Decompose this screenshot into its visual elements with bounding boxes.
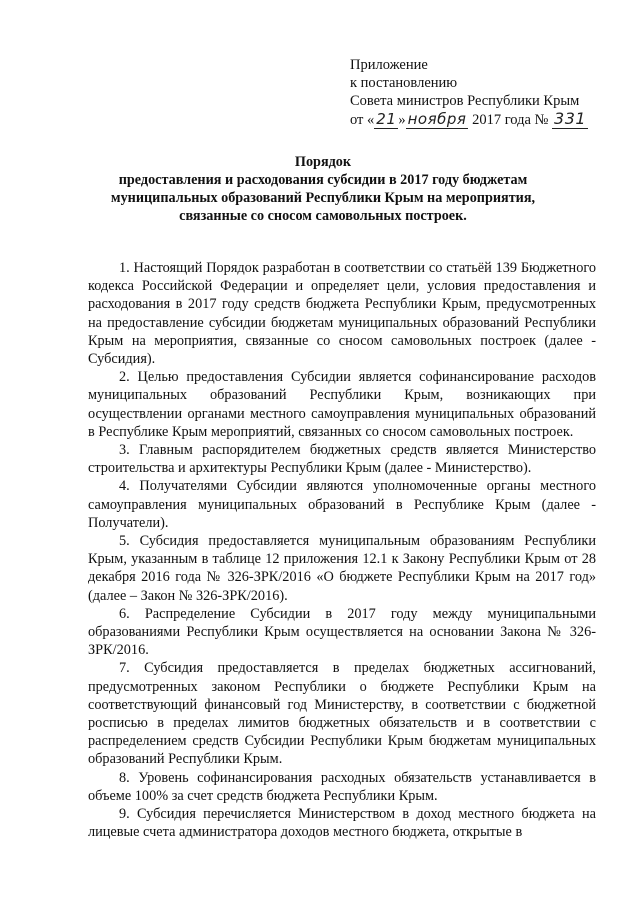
document-title [88, 153, 558, 225]
paragraph-8: 8. Уровень софинансирования расходных обязательств устанавливается в объеме 100% за счет средств бюджета Республики Крым. [88, 769, 596, 804]
number-label: № [534, 112, 549, 128]
title-line-2: предоставления и расходования субсидии в 2017 году бюджетам [118, 172, 528, 188]
paragraph-1: 1. Настоящий Порядок разработан в соответствии со статьёй 139 Бюджетного кодекса Российской Федерации и определяет цели, условия предоставления и расходования в 2017 году средств бюджета Республики Крым, предусмотренных на предоставление субсидии бюджетам муниципальных образований Республики Крым на мероприятия, связанные со сносом самовольных построек (далее - Субсидия). [88, 260, 596, 368]
date-day-handwritten: 21 [376, 110, 397, 128]
paragraph-5: 5. Субсидия предоставляется муниципальным образованиям Республики Крым, указанным в таблице 12 приложения 12.1 к Закону Республики Крым от 28 декабря 2016 года № 326-ЗРК/2016 «О бюджете Республики Крым на 2017 год» (далее – Закон № 326-ЗРК/2016). [88, 533, 596, 604]
date-prefix: от « [350, 112, 375, 128]
appendix-line-2: к постановлению [350, 75, 458, 91]
appendix-line-1: Приложение [350, 57, 428, 73]
date-mid: » [398, 112, 406, 128]
appendix-block [350, 56, 630, 129]
paragraph-3: 3. Главным распорядителем бюджетных средств является Министерство строительства и архитектуры Республики Крым (далее - Министерство). [88, 442, 596, 477]
appendix-line-3: Совета министров Республики Крым [350, 93, 580, 109]
paragraph-6: 6. Распределение Субсидии в 2017 году между муниципальными образованиями Республики Крым осуществляется на основании Закона № 326-ЗРК/2016. [88, 605, 596, 659]
document-body [88, 259, 596, 842]
date-month-handwritten: ноября [407, 110, 467, 128]
paragraph-7: 7. Субсидия предоставляется в пределах бюджетных ассигнований, предусмотренных законом Республики о бюджете Республики Крым на соответствующий финансовый год Министерству, в соответствии с бюджетной росписью в пределах лимитов бюджетных обязательств и в соответствии с распределением средств Субсидии Республики Крым бюджетам муниципальных образований Республики Крым. [88, 660, 596, 768]
paragraph-9: 9. Субсидия перечисляется Министерством в доход местного бюджета на лицевые счета администратора доходов местного бюджета, открытые в [88, 806, 596, 841]
paragraph-4: 4. Получателями Субсидии являются уполномоченные органы местного самоуправления муниципальных образований в Республике Крым (далее - Получатели). [88, 478, 596, 531]
paragraph-2: 2. Целью предоставления Субсидии является софинансирование расходов муниципальных образований Республики Крым, возникающих при осуществлении органами местного самоуправления муниципальных образований в Республике Крым мероприятий, связанных со сносом самовольных построек. [88, 369, 596, 440]
title-line-3: муниципальных образований Республики Крым на мероприятия, [110, 190, 536, 206]
date-year: 2017 года [472, 112, 531, 128]
number-handwritten: 331 [554, 109, 587, 128]
title-line-1: Порядок [294, 154, 352, 170]
title-line-4: связанные со сносом самовольных построек. [179, 208, 467, 224]
appendix-date-line [350, 110, 630, 129]
